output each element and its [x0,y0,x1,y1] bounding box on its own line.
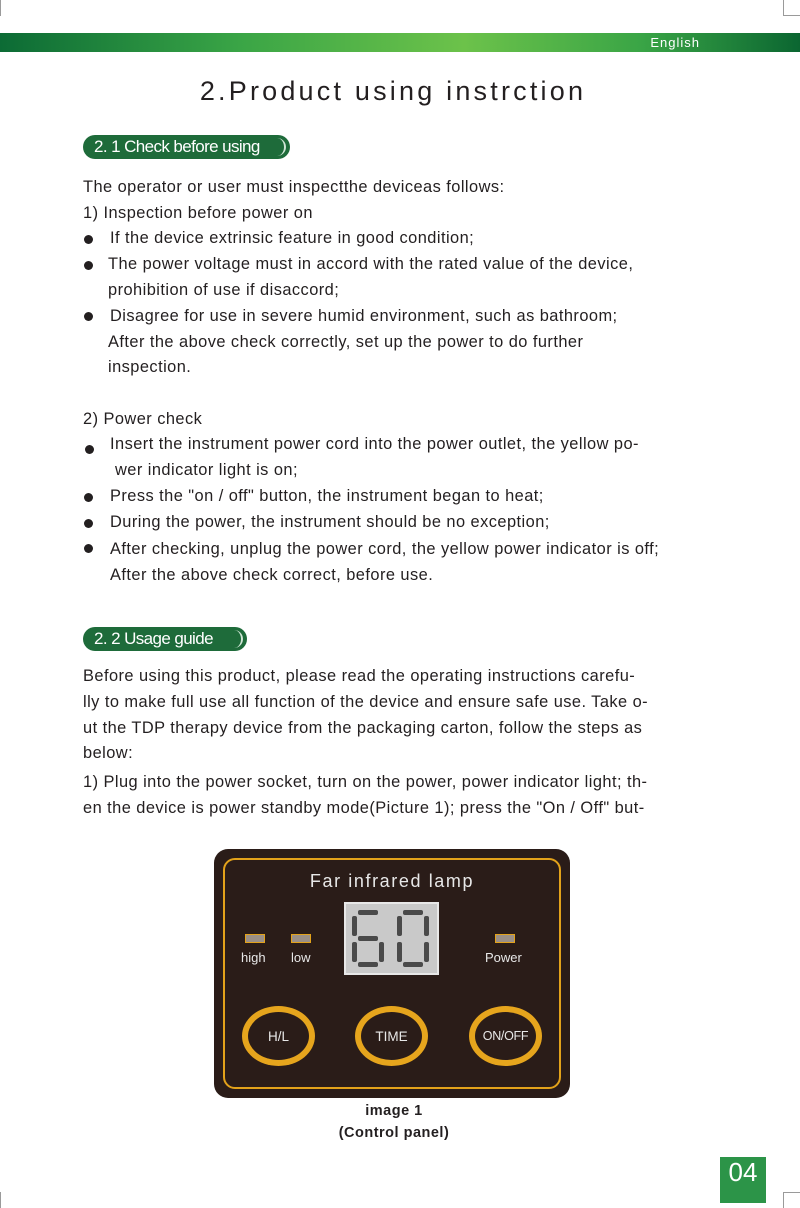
onoff-button-label: ON/OFF [475,1012,536,1060]
section-heading-check: 2. 1 Check before using [83,135,290,159]
crop-mark [783,1192,784,1208]
bullet-text: After checking, unplug the power cord, the yellow power indicator is off; [110,540,660,558]
segment [358,936,378,941]
control-panel-image [214,849,570,1098]
indicator-low-label: low [291,950,311,965]
bullet-dot [84,544,93,553]
crop-mark [0,0,1,16]
segment [379,942,384,962]
paragraph-line: ut the TDP therapy device from the packaging carton, follow the steps as [83,719,643,737]
bullet-dot [84,312,93,321]
section-heading-usage: 2. 2 Usage guide [83,627,247,651]
segment [352,916,357,936]
segment [424,942,429,962]
bullet-text: The power voltage must in accord with the rated value of the device, [108,255,634,273]
step-title-inspection: 1) Inspection before power on [83,204,313,222]
bullet-text: During the power, the instrument should be no exception; [110,513,550,531]
bullet-dot [84,261,93,270]
crop-mark [0,1192,1,1208]
indicator-high-label: high [241,950,266,965]
hl-button-label: H/L [248,1012,309,1060]
crop-mark [784,1192,800,1193]
segment [397,942,402,962]
intro-text: The operator or user must inspectthe deviceas follows: [83,178,505,196]
indicator-power-label: Power [485,950,522,965]
segment [358,910,378,915]
bullet-dot [84,519,93,528]
step-line: en the device is power standby mode(Picture 1); press the "On / Off" but- [83,799,645,817]
hl-button [242,1006,315,1066]
segment [403,962,423,967]
onoff-button [469,1006,542,1066]
paragraph-line: below: [83,744,134,762]
bullet-text: If the device extrinsic feature in good condition; [110,229,475,247]
bullet-text-cont: After the above check correct, before use. [110,566,434,584]
bullet-dot [84,235,93,244]
indicator-low-led [291,934,311,943]
bullet-text: Disagree for use in severe humid environment, such as bathroom; [110,307,618,325]
time-button [355,1006,428,1066]
image-caption-sub: (Control panel) [338,1125,450,1141]
page-number: 04 [720,1157,766,1203]
header-bar [0,33,800,52]
step-line: 1) Plug into the power socket, turn on the power, power indicator light; th- [83,773,648,791]
page-title: 2.Product using instrction [199,76,587,106]
paragraph-line: lly to make full use all function of the device and ensure safe use. Take o- [83,693,649,711]
bullet-dot [85,445,94,454]
panel-title: Far infrared lamp [309,871,475,891]
bullet-text-cont: After the above check correctly, set up the power to do further [108,333,584,351]
segment [397,916,402,936]
indicator-power-led [495,934,515,943]
bullet-text-cont: wer indicator light is on; [115,461,298,479]
bullet-text: Press the "on / off" button, the instrument began to heat; [110,487,544,505]
image-caption: image 1 [365,1103,423,1119]
bullet-text-cont: inspection. [108,358,192,376]
step-title-power: 2) Power check [83,410,203,428]
paragraph-line: Before using this product, please read the operating instructions carefu- [83,667,636,685]
crop-mark [784,15,800,16]
segment [352,942,357,962]
crop-mark [783,0,784,16]
indicator-high-led [245,934,265,943]
language-label: English [650,35,700,50]
segment [424,916,429,936]
segment [403,910,423,915]
bullet-text: Insert the instrument power cord into the power outlet, the yellow po- [110,435,639,453]
display-digits [346,904,437,973]
bullet-dot [84,493,93,502]
time-button-label: TIME [361,1012,422,1060]
seven-segment-display [344,902,439,975]
segment [358,962,378,967]
bullet-text-cont: prohibition of use if disaccord; [108,281,340,299]
